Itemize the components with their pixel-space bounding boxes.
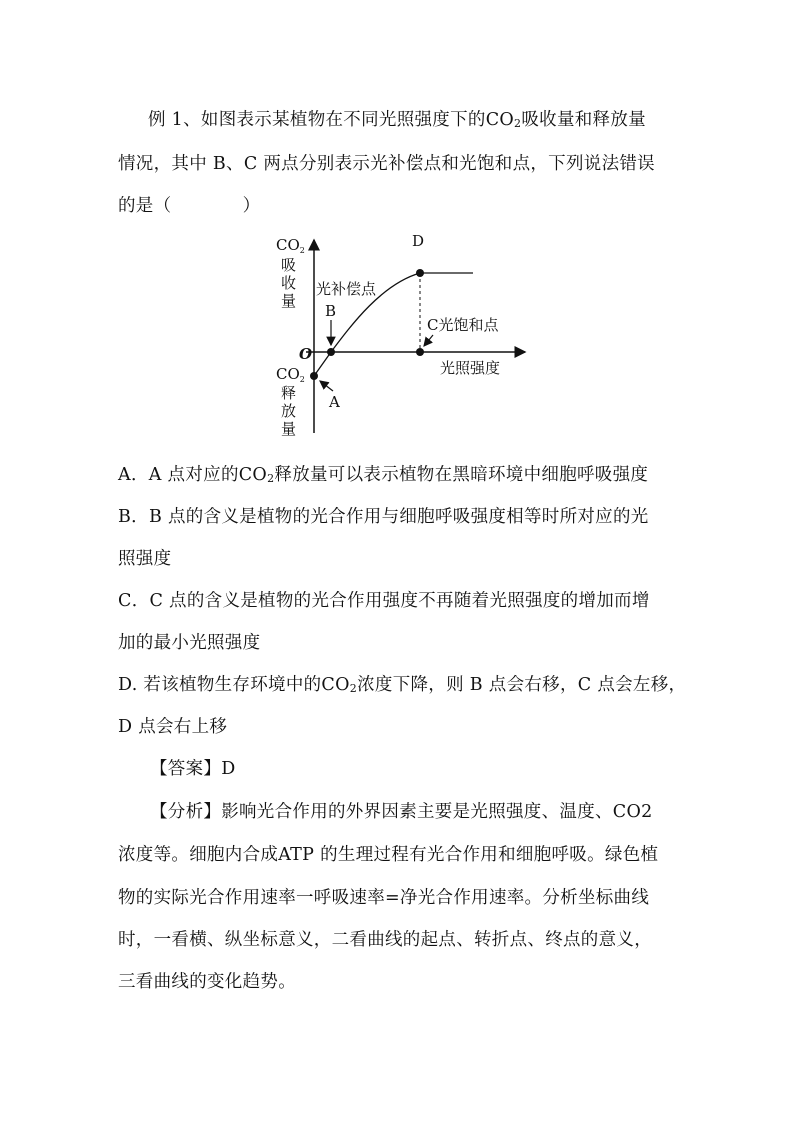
co2-light-curve-figure [262, 228, 532, 438]
point-d-label: D [412, 232, 425, 250]
analysis-label: 【分析】 [150, 802, 222, 822]
option-c-line-1: C．C 点的含义是植物的光合作用强度不再随着光照强度的增加而增 [118, 591, 650, 611]
option-text: 浓度下降，则 B 点会右移，C 点会左移， [357, 675, 687, 695]
analysis-line-3: 物的实际光合作用速率一呼吸速率=净光合作用速率。分析坐标曲线 [118, 888, 650, 908]
subscript: 2 [514, 117, 522, 130]
answer-value: D [221, 759, 236, 779]
point-a-label: A [329, 393, 340, 411]
answer-line [150, 755, 236, 780]
analysis-line-1 [150, 798, 653, 823]
point-c-label: C光饱和点 [427, 316, 499, 334]
compensation-point-note: 光补偿点 [316, 280, 377, 298]
option-d-line-2: D 点会右上移 [118, 717, 228, 737]
point-b-marker [327, 348, 335, 356]
question-line-1 [148, 106, 646, 131]
y-top-label-char: 吸 [281, 256, 297, 274]
question-line-3: 的是（ ） [118, 196, 261, 216]
subscript: 2 [267, 472, 275, 485]
origin-label: O [299, 345, 313, 363]
answer-label: 【答案】 [150, 759, 222, 779]
question-text: 吸收量和释放量 [521, 110, 646, 130]
point-a-marker [310, 372, 318, 380]
option-text: A．A 点对应的CO [118, 465, 268, 485]
subscript: 2 [349, 682, 358, 695]
option-d-line-1 [118, 671, 686, 696]
question-line-2: 情况，其中 B、C 两点分别表示光补偿点和光饱和点，下列说法错误 [118, 154, 655, 174]
x-axis-label: 光照强度 [440, 359, 501, 377]
option-a [118, 461, 648, 486]
point-b-label: B [325, 302, 337, 320]
analysis-line-5: 三看曲线的变化趋势。 [118, 972, 296, 992]
y-bottom-label-char: 放 [281, 402, 297, 420]
y-top-label-co2: $CO_2$ [276, 236, 305, 255]
option-text: D. 若该植物生存环境中的CO [118, 675, 350, 695]
analysis-line-2: 浓度等。细胞内合成ATP 的生理过程有光合作用和细胞呼吸。绿色植 [118, 845, 659, 865]
option-b-line-1: B．B 点的含义是植物的光合作用与细胞呼吸强度相等时所对应的光 [118, 507, 649, 527]
y-bottom-label-co2: $CO_2$ [276, 365, 305, 384]
question-text: 例 1、如图表示某植物在不同光照强度下的CO [148, 110, 515, 130]
analysis-line-4: 时，一看横、纵坐标意义，二看曲线的起点、转折点、终点的意义， [118, 930, 652, 950]
y-bottom-label-char: 释 [281, 384, 297, 402]
a-pointer-arrow [320, 381, 333, 391]
y-bottom-label-char: 量 [281, 420, 297, 438]
analysis-text: 影响光合作用的外界因素主要是光照强度、温度、CO2 [221, 802, 653, 822]
y-top-label-char: 量 [281, 292, 297, 310]
c-pointer-arrow [424, 335, 433, 346]
option-text: 释放量可以表示植物在黑暗环境中细胞呼吸强度 [274, 465, 649, 485]
option-b-line-2: 照强度 [118, 549, 172, 569]
point-d-marker [416, 269, 424, 277]
point-c-marker [416, 348, 424, 356]
option-c-line-2: 加的最小光照强度 [118, 633, 261, 653]
y-top-label-char: 收 [281, 274, 297, 292]
